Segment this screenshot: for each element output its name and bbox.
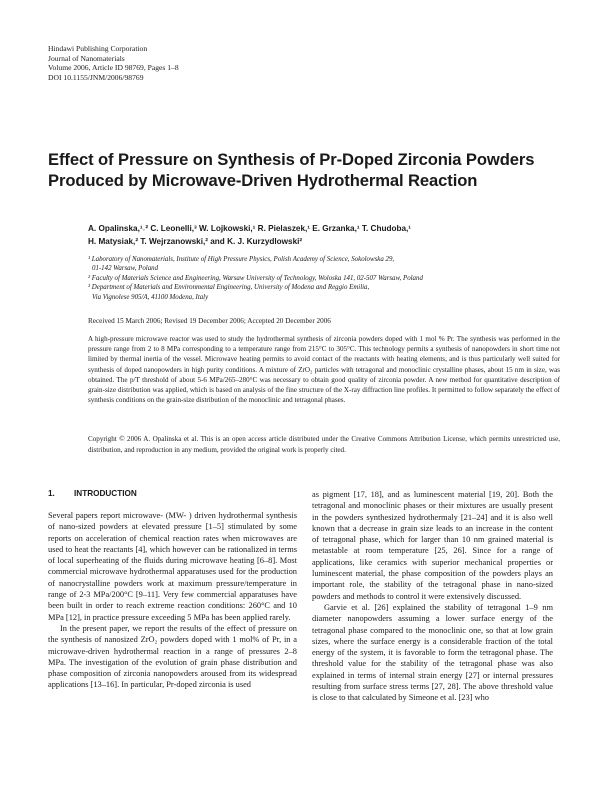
journal-header [48, 44, 179, 82]
left-column [48, 510, 297, 691]
paragraph: Several papers report microwave- (MW- ) driven hydrothermal synthesis of nano-sized powders at elevated pressure [1–5] stimulated by some reports on acceleration of chemical reaction rates when microwaves are used to heat the reactants [4], which however can be rationalized in terms of local superheating of the fluids during microwave heating [6–8]. Most commercial microwave hydrothermal apparatuses used for the production of nanocrystalline powders work at maximum pressure/temperature in range of 2-3 MPa/200°C [9–11]. Very few commercial apparatuses have been built in order to reach extreme reaction conditions: 260°C and 10 MPa [12], in practice pressure exceeding 5 MPa has been applied rarely. [48, 511, 297, 622]
section-number: 1. [48, 489, 55, 498]
volume-line: Volume 2006, Article ID 98769, Pages 1–8 [48, 63, 179, 73]
paragraph: as pigment [17, 18], and as luminescent material [19, 20]. Both the tetragonal and monoclinic phases or their mixtures are usually present in the powders synthesized hydrothermaly [21–24] and it is also well known that a decrease in grain size leads to an increase in the content of tetragonal phase, which for larger than 10 nm grained material is metastable at room temperature [25, 26]. Since for a range of applications, like ceramics with superior mechanical properties or luminescent material, the phase composition of the powders plays an important role, the stability of the tetragonal phase in nano-sized powders and methods to control it were extensively discussed. [312, 490, 553, 601]
publisher-line: Hindawi Publishing Corporation [48, 44, 148, 53]
section-heading [48, 489, 137, 498]
paragraph: In the present paper, we report the results of the effect of pressure on the synthesis of nanosized ZrO₂ powders doped with 1 mol% of Pr, in a microwave-driven hydrothermal reaction in a range of pressures 2–8 MPa. The investigation of the evolution of grain phase distribution and phase composition of zirconia nanopowders aroused from its widespread applications [13–16]. In particular, Pr-doped zirconia is used [48, 623, 297, 690]
affiliation-1: ¹ Laboratory of Nanomaterials, Institute of High Pressure Physics, Polish Academy of Science, Sokolowska 29, 01-142 Warsaw, Poland [88, 256, 395, 273]
author-list [88, 223, 558, 248]
author-line-1: A. Opalinska,¹˒² C. Leonelli,³ W. Lojkowski,¹ R. Pielaszek,¹ E. Grzanka,¹ T. Chudoba,¹ [88, 224, 412, 233]
journal-line: Journal of Nanomaterials [48, 53, 125, 63]
affiliation-2: ² Faculty of Materials Science and Engineering, Warsaw University of Technology, Woloska 141, 02-507 Warsaw, Poland [88, 274, 423, 282]
received-dates: Received 15 March 2006; Revised 19 December 2006; Accepted 20 December 2006 [88, 317, 331, 325]
copyright-notice: Copyright © 2006 A. Opalinska et al. This is an open access article distributed under the Creative Commons Attribution License, which permits unrestricted use, distribution, and reproduction in any medium, provided the original work is properly cited. [88, 435, 560, 454]
affiliations [88, 255, 560, 302]
affiliation-3: ³ Department of Materials and Environmental Engineering, University of Modena and Reggio Emilia, Via Vignolese 905/A, 41100 Modena, Italy [88, 284, 370, 301]
right-column [312, 489, 553, 704]
section-title: INTRODUCTION [74, 489, 137, 498]
author-line-2: H. Matysiak,² T. Wejrzanowski,² and K. J. Kurzydlowski² [88, 236, 303, 246]
paper-title: Effect of Pressure on Synthesis of Pr-Doped Zirconia Powders Produced by Microwave-Driven Hydrothermal Reaction [48, 150, 535, 190]
paragraph: Garvie et al. [26] explained the stability of tetragonal 1–9 nm diameter nanopowders assuming a lower surface energy of the tetragonal phase compared to the monoclinic one, so that at low grain sizes, where the surface energy is a considerable fraction of the total energy of the system, it is favorable to form the tetragonal phase. The threshold value for the stability of the tetragonal phase was also explained in terms of internal strain energy [27] or internal pressures resulting from surface stress terms [27, 28]. The above threshold value is close to that calculated by Simeone et al. [23] who [312, 602, 553, 703]
abstract: A high-pressure microwave reactor was used to study the hydrothermal synthesis of zirconia powders doped with 1 mol % Pr. The synthesis was performed in the pressure range from 2 to 8 MPa corresponding to a temperature range from 215°C to 305°C. This technology permits a synthesis of nanopowders in short time not limited by thermal inertia of the vessel. Microwave heating permits to avoid contact of the reactants with heating elements, and is thus particularly well suited for synthesis of doped nanopowders in high purity conditions. A mixture of ZrO₂ particles with tetragonal and monoclinic crystalline phases, about 15 nm in size, was obtained. The p/T threshold of about 5-6 MPa/265–280°C was necessary to obtain good quality of zirconia powder. A new method for quantitative description of grain-size distribution was applied, which is based on analysis of the fine structure of the X-ray diffraction line profiles. It permitted to follow separately the effect of synthesis conditions on the grain-size distribution of the monoclinic and tetragonal phases. [88, 335, 560, 405]
doi-line: DOI 10.1155/JNM/2006/98769 [48, 72, 144, 82]
